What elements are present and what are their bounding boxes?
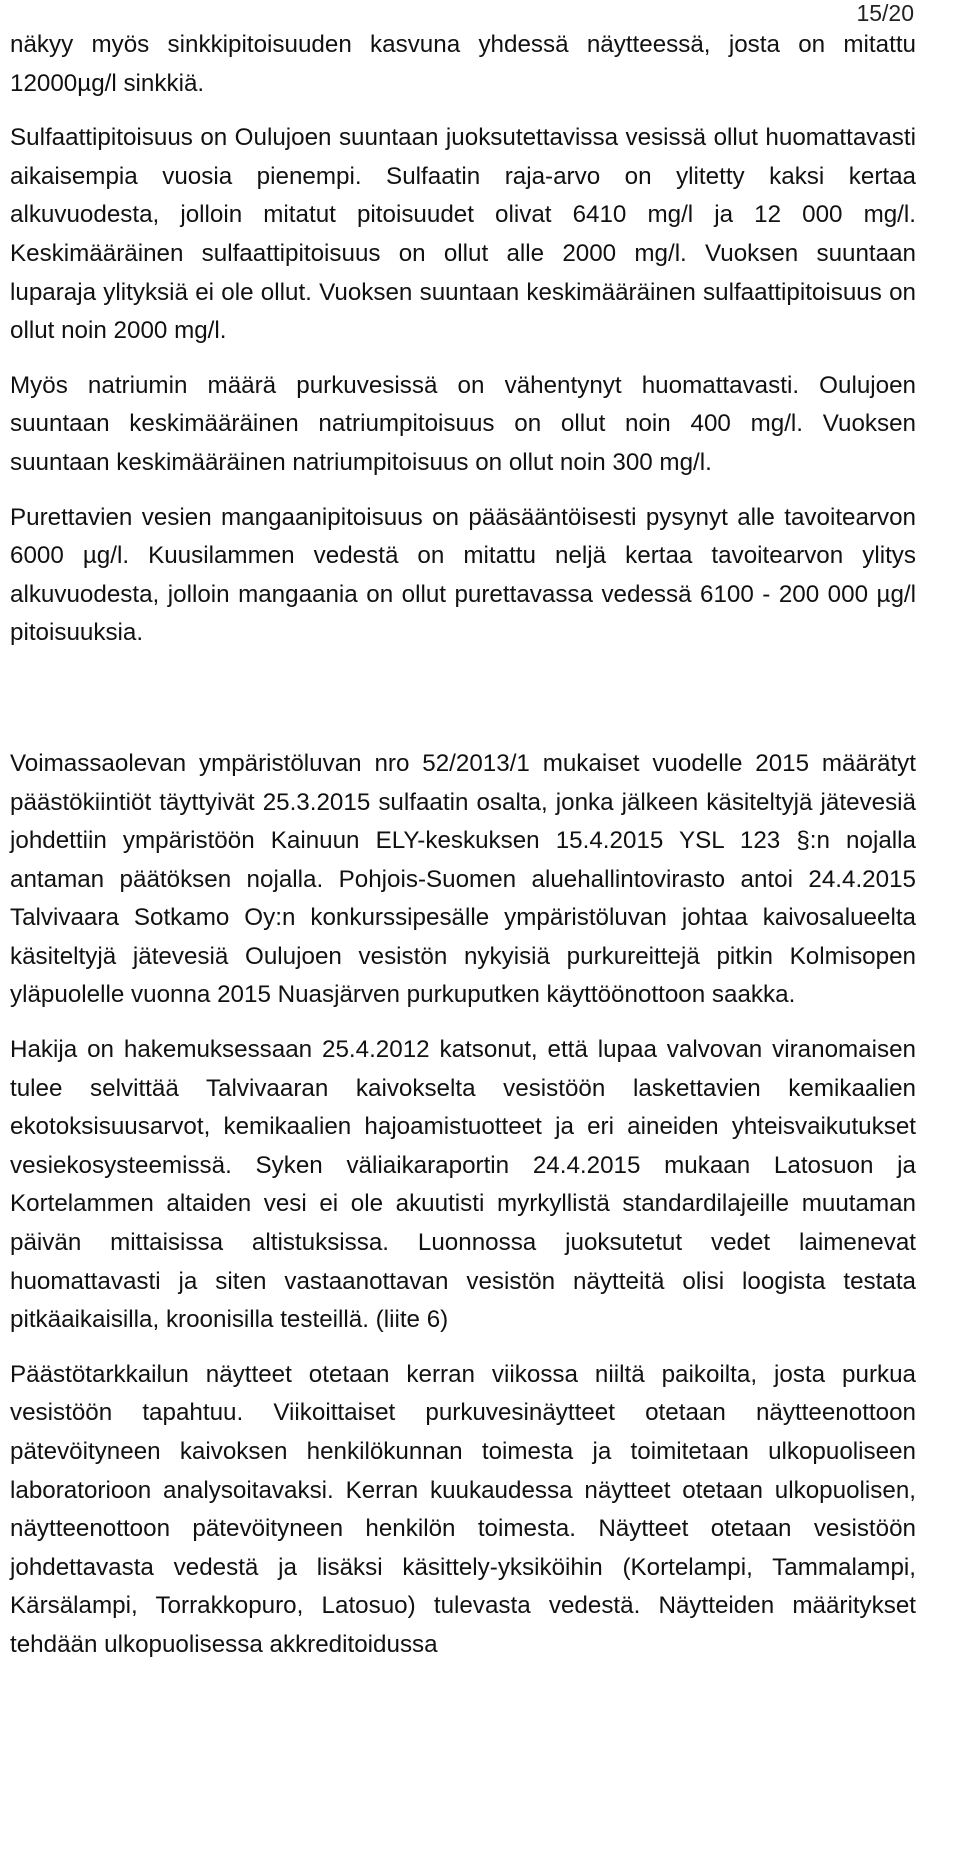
- paragraph-sulfate: Sulfaattipitoisuus on Oulujoen suuntaan juoksutettavissa vesissä ollut huomattavasti aikaisempia vuosia pienempi. Sulfaatin raja-arvo on ylitetty kaksi kertaa alkuvuodesta, jolloin mitatut pitoisuudet olivat 6410 mg/l ja 12 000 mg/l. Keskimääräinen sulfaattipitoisuus on ollut alle 2000 mg/l. Vuoksen suuntaan luparaja ylityksiä ei ole ollut. Vuoksen suuntaan keskimääräinen sulfaattipitoisuus on ollut noin 2000 mg/l.: [10, 124, 916, 345]
- paragraph-manganese: Purettavien vesien mangaanipitoisuus on pääsääntöisesti pysynyt alle tavoitearvon 6000 µg/l. Kuusilammen vedestä on mitattu neljä kertaa tavoitearvon ylitys alkuvuodesta, jolloin mangaania on ollut purettavassa vedessä 6100 - 200 000 µg/l pitoisuuksia.: [10, 503, 916, 647]
- document-body: [10, 26, 916, 1665]
- page-number: 15/20: [856, 0, 914, 26]
- paragraph-ecotoxicity: Hakija on hakemuksessaan 25.4.2012 katsonut, että lupaa valvovan viranomaisen tulee selvittää Talvivaaran kaivokselta vesistöön laskettavien kemikaalien ekotoksisuusarvot, kemikaalien hajoamistuotteet ja eri aineiden yhteisvaikutukset vesiekosysteemissä. Syken väliaikaraportin 24.4.2015 mukaan Latosuon ja Kortelammen altaiden vesi ei ole akuutisti myrkyllistä standardilajeille muutaman päivän mittaisissa altistuksissa. Luonnossa juoksutetut vedet laimenevat huomattavasti ja siten vastaanottavan vesistön näytteitä olisi loogista testata pitkäaikaisilla, kroonisilla testeillä. (liite 6): [10, 1036, 916, 1334]
- paragraph-zinc: näkyy myös sinkkipitoisuuden kasvuna yhdessä näytteessä, josta on mitattu 12000µg/l sinkkiä.: [10, 31, 916, 97]
- paragraph-sodium: Myös natriumin määrä purkuvesissä on vähentynyt huomattavasti. Oulujoen suuntaan keskimääräinen natriumpitoisuus on ollut noin 400 mg/l. Vuoksen suuntaan keskimääräinen natriumpitoisuus on ollut noin 300 mg/l.: [10, 371, 916, 476]
- paragraph-emission-monitoring: Päästötarkkailun näytteet otetaan kerran viikossa niiltä paikoilta, josta purkua vesistöön tapahtuu. Viikoittaiset purkuvesinäytteet otetaan näytteenottoon pätevöityneen kaivoksen henkilökunnan toimesta ja toimitetaan ulkopuoliseen laboratorioon analysoitavaksi. Kerran kuukaudessa näytteet otetaan ulkopuolisen, näytteenottoon pätevöityneen henkilön toimesta. Näytteet otetaan vesistöön johdettavasta vedestä ja lisäksi käsittely-yksiköihin (Kortelampi, Tammalampi, Kärsälampi, Torrakkopuro, Latosuo) tulevasta vedestä. Näytteiden määritykset tehdään ulkopuolisessa akkreditoidussa: [10, 1360, 916, 1658]
- paragraph-environmental-permit: Voimassaolevan ympäristöluvan nro 52/2013/1 mukaiset vuodelle 2015 määrätyt päästökiintiöt täyttyivät 25.3.2015 sulfaatin osalta, jonka jälkeen käsiteltyjä jätevesiä johdettiin ympäristöön Kainuun ELY-keskuksen 15.4.2015 YSL 123 §:n nojalla antaman päätöksen nojalla. Pohjois-Suomen aluehallintovirasto antoi 24.4.2015 Talvivaara Sotkamo Oy:n konkurssipesälle ympäristöluvan johtaa kaivosalueelta käsiteltyjä jätevesiä Oulujoen vesistön nykyisiä purkureittejä pitkin Kolmisopen yläpuolelle vuonna 2015 Nuasjärven purkuputken käyttöönottoon saakka.: [10, 749, 916, 1009]
